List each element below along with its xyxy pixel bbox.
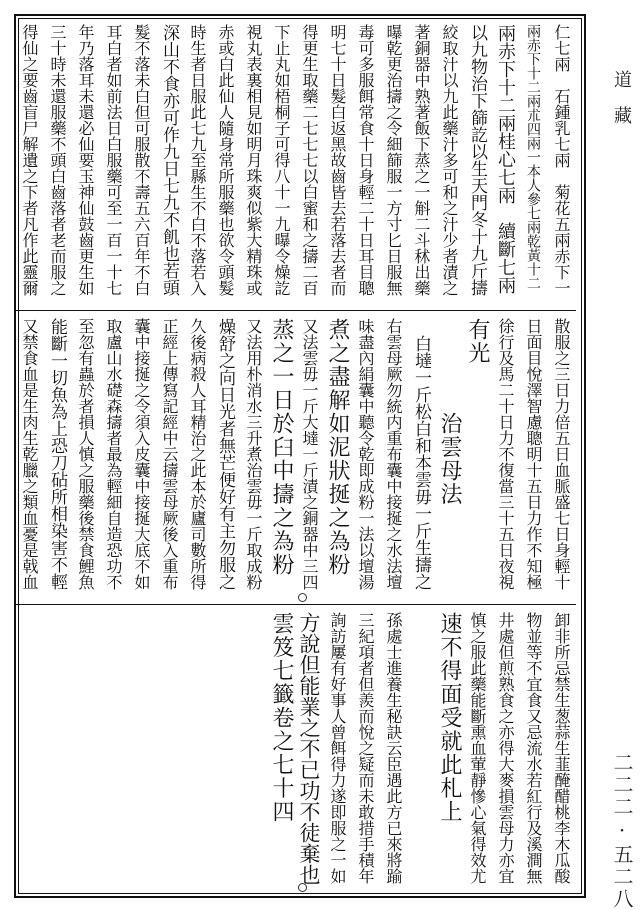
text-column: 速不得面受就此札上 [437, 612, 462, 824]
text-column: 燥舒之向日光者無芒便好有主勿服之 [215, 318, 235, 590]
text-column: 毒可多服餌常食十日身輕二十日耳目聰 [356, 24, 375, 296]
text-column: 又禁食血是生肉生乾臘之類血憂是戟血 [20, 318, 39, 590]
text-column: 井處但煎熟食之亦得大麥損雲母力亦宜 [496, 612, 515, 884]
text-column: 三十時未還服藥不頭白齒落者老而服之 [48, 24, 67, 296]
text-column: 白墶一斤松白和本雲毋一斤生擣之 [411, 318, 431, 590]
text-column: 年乃落耳未還必仙要玉神仙鼓齒更生如 [76, 24, 95, 296]
text-column: 煮之盡解如泥狀挻之為粉 [325, 318, 350, 577]
text-column: 卸非所忌禁生葱蒜生韮醃醋桃李木瓜酸 [552, 612, 571, 884]
text-column: 曝乾更治擣之令細篩服一方寸匕日服無 [384, 24, 403, 296]
text-column: 著銅器中熟著飯下蒸之一斛二斗秫出藥 [412, 24, 431, 296]
margin-circle [298, 593, 307, 602]
text-column: 絞取汁以九此藥汁多可和之汁少者漬之 [440, 24, 459, 296]
text-column: 視丸表裏相見如明月珠爽似紫大精珠或 [244, 24, 263, 296]
text-column: 又法雲毋一斤大墶一斤漬之銅器中三四 [300, 318, 319, 590]
text-column: 正經上傳寫記經中云擣雲母厥後入重布 [160, 318, 179, 590]
text-column: 至忽有蟲於者損人慎之服藥後禁食鯉魚 [76, 318, 95, 590]
text-column: 散服之三日力倍五日血脈盛七日身輕十 [552, 318, 571, 590]
text-column: 明七十日髮白返黑故齒皆去若落去者而 [328, 24, 347, 296]
panel-top [16, 20, 576, 306]
text-column: 物並等不宜食又忌流水若紅行及溪澗無 [524, 612, 543, 884]
text-column: 治雲母法 [437, 318, 462, 506]
text-column: 得仙之要齒盲尸解遺之下者凡作此靈爾 [20, 24, 39, 296]
text-column: 有光 [465, 318, 490, 365]
text-column: 時生者日服此七九至縣生不白不落若入 [188, 24, 207, 296]
panel-middle [16, 314, 576, 600]
text-column: 兩赤下十二兩桂心七兩 續斷七兩 [495, 24, 516, 294]
text-column: 日面目悅澤智慮聰明十五日力作不知極 [524, 318, 543, 590]
page-number: 二二二·五二八 [610, 752, 634, 910]
text-column: 兩赤下十二兩朮四兩一本人參七兩乾黃十二 [525, 24, 541, 290]
text-column: 蒸之一日於臼中擣之為粉 [269, 318, 294, 577]
text-column: 三紀項者但羨而悅之疑而未敢措手積年 [356, 612, 375, 884]
text-column: 仁七兩 石鍾乳七兩 菊花五兩赤下一 [552, 24, 571, 296]
margin-circle [298, 883, 307, 892]
text-column: 慎之服此藥能斷熏血葷靜慘心氣得效尤 [468, 612, 487, 884]
text-column: 以九物治下篩訖以生天門冬十九斤擣 [467, 24, 487, 296]
text-column: 得更生取藥二七七七以白蜜和之擣二百 [300, 24, 319, 296]
text-column: 右雲母厥勿統内重布囊中接挻之水法壇 [384, 318, 403, 590]
text-column: 又法用朴消水三升煮治雲毋一斤取成粉 [244, 318, 263, 590]
text-column: 雲笈七籤卷之七十四 [269, 612, 294, 824]
text-column: 能斷一切魚為上恐刀砧所相染害不輕 [47, 318, 67, 590]
text-column: 囊中接挻之令須入皮囊中接挻大底不如 [132, 318, 151, 590]
text-column: 孫處士進養生秘訣云臣遇此方已來將踰 [384, 612, 403, 884]
text-column: 詢訪屢有好事人曾餌得力遂即服之一如 [328, 612, 347, 884]
text-column: 耳白者如前法日白服藥可至一百一十七 [104, 24, 123, 296]
text-column: 方說但能業之不已功不徒棄也 [297, 612, 321, 885]
text-column: 下止丸如梧桐子可得八十一九曝令燥訖 [272, 24, 291, 296]
text-column: 深山不食亦可作九日七九不飢也若頭 [159, 24, 179, 296]
panel-divider-top [16, 310, 576, 311]
text-column: 取盧山水礎森擣者最為輕細自造恐功不 [104, 318, 123, 590]
panel-divider-bottom [16, 604, 576, 605]
panel-bottom [16, 608, 576, 892]
text-column: 久後病殺人耳精治之此本於廬司數所得 [188, 318, 207, 590]
text-column: 赤或白此仙人隨身常所服藥也欲令頭髮 [216, 24, 235, 296]
text-column: 徐行及馬二十日力不復當三十五日夜視 [496, 318, 515, 590]
text-column: 髮不落未白但可服散不壽五六百年不白 [132, 24, 151, 296]
text-column: 味盡內絹囊中聽令乾即成粉一法以壇湯 [356, 318, 375, 590]
collection-title: 道藏 [611, 70, 632, 142]
